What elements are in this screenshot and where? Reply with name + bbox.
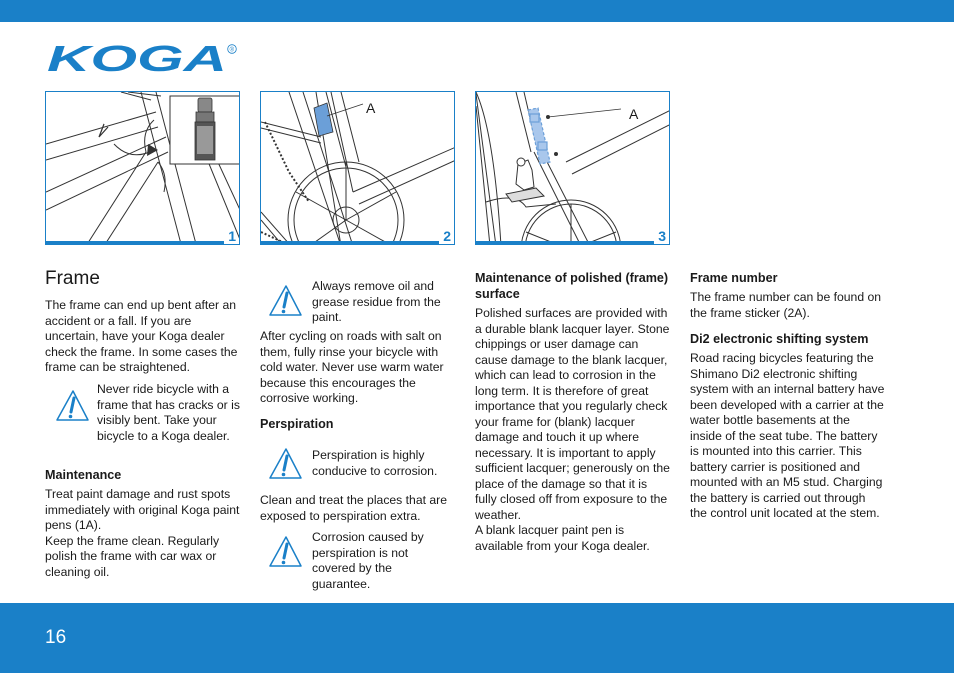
- top-bar: [0, 0, 954, 22]
- figure-2: [260, 91, 455, 245]
- col4: [690, 270, 885, 522]
- page-number: 16: [45, 627, 67, 648]
- warning-icon: [266, 446, 304, 482]
- col3: [475, 270, 671, 554]
- figure-3-number: 3: [658, 228, 666, 244]
- figure-2-callout: A: [366, 100, 376, 116]
- col2-body2: [260, 493, 455, 524]
- warning-block-1: [45, 382, 240, 462]
- polished-surface-heading: Maintenance of polished (frame) surface: [475, 271, 669, 301]
- warning-block-3: [260, 448, 455, 488]
- col1: [45, 298, 240, 376]
- frame-number-body: The frame number can be found on the frame sticker (2A).: [690, 290, 882, 320]
- frame-number-heading: Frame number: [690, 271, 778, 285]
- figure-1-number: 1: [228, 228, 236, 244]
- warning-block-4: [260, 530, 455, 595]
- warning-icon: [266, 283, 304, 319]
- warning-text-3: Perspiration is highly conducive to corrosion.: [312, 448, 438, 478]
- figure-1-bar: [46, 241, 224, 244]
- salt-paragraph: After cycling on roads with salt on them, fully rinse your bicycle with cold water. Never use warm water because this encourages the corrosive working.: [260, 329, 444, 405]
- koga-logo: [47, 43, 237, 75]
- maintenance-p2: Keep the frame clean. Regularly polish the frame with car wax or cleaning oil.: [45, 533, 220, 579]
- registered-mark: ®: [229, 47, 235, 54]
- polished-surface-body: Polished surfaces are provided with a durable blank lacquer layer. Stone chippings or user damage can cause damage to the blank lacquer, which can lead to corrosion in the long term. It is therefore of great importance that you regularly check your frame for (blank) lacquer damage and touch it up where necessary. It is important to apply sufficient lacquer; generously on the place of the damage so that it is fully closed off from exposure to the weather.: [475, 306, 670, 522]
- logo-wordmark: KOGA: [47, 43, 227, 75]
- warning-block-2: [260, 279, 455, 327]
- col2-body1: [260, 329, 455, 432]
- maintenance-heading: Maintenance: [45, 468, 122, 482]
- paint-pen-icon: [195, 98, 215, 160]
- frame-intro: The frame can end up bent after an accident or a fall. If you are uncertain, have your Koga dealer check the frame. In some cases the frame can be straightened.: [45, 298, 238, 374]
- warning-text-4: Corrosion caused by perspiration is not covered by the guarantee.: [312, 530, 424, 591]
- figure-2-number: 2: [443, 228, 451, 244]
- perspiration-heading: Perspiration: [260, 416, 334, 431]
- paint-pen-availability: A blank lacquer paint pen is available from your Koga dealer.: [475, 523, 650, 553]
- figure-1: [45, 91, 240, 245]
- maintenance-section: [45, 467, 240, 580]
- di2-heading: Di2 electronic shifting system: [690, 332, 869, 346]
- warning-text-1: Never ride bicycle with a frame that has cracks or is visibly bent. Take your bicycle to a Koga dealer.: [97, 382, 240, 443]
- maintenance-p1: Treat paint damage and rust spots immediately with original Koga paint pens (1A).: [45, 487, 240, 532]
- figure-2-bar: [261, 241, 439, 244]
- warning-text-2: Always remove oil and grease residue from the paint.: [312, 279, 441, 324]
- section-title: Frame: [45, 268, 100, 289]
- footer-bar: [0, 603, 954, 673]
- perspiration-paragraph: Clean and treat the places that are exposed to perspiration extra.: [260, 493, 447, 523]
- figure-3-callout: A: [629, 106, 639, 122]
- warning-icon: [266, 534, 304, 570]
- di2-body: Road racing bicycles featuring the Shimano Di2 electronic shifting system with an internal battery have been developed with a carrier at the water bottle basements at the inside of the seat tube. The battery is mounted into this carrier. This battery carrier is positioned and mounted with an M5 stud. Charging the battery is carried out through the control unit located at the stem.: [690, 351, 885, 520]
- figure-3: [475, 91, 670, 245]
- warning-icon: [53, 388, 91, 424]
- figure-3-bar: [476, 241, 654, 244]
